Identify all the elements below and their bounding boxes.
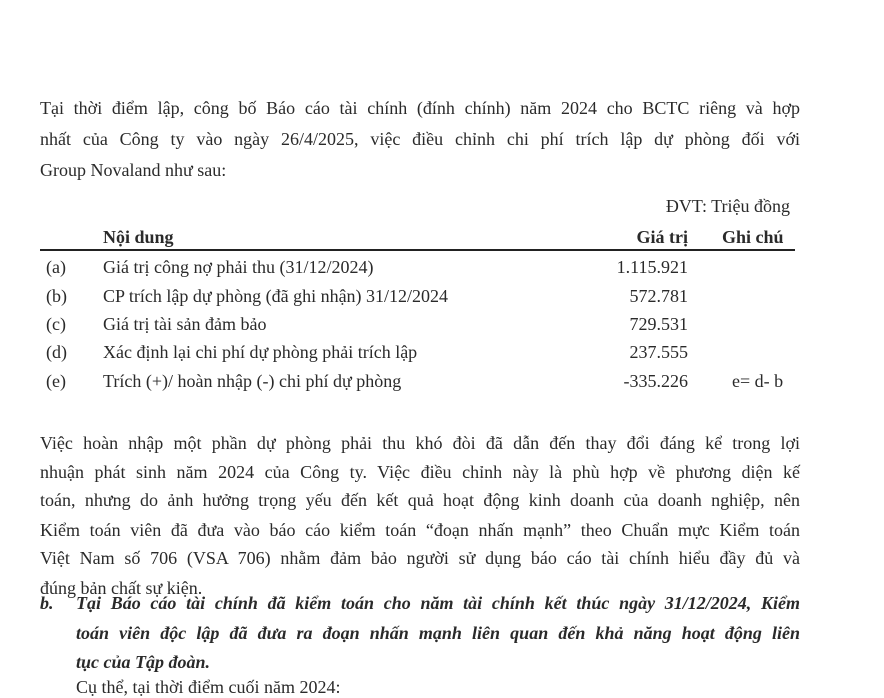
unit-label: ĐVT: Triệu đồng [665, 196, 790, 216]
row-value: 572.781 [629, 286, 688, 306]
paragraph-line: nhuận phát sinh năm 2024 của Công ty. Việc điều chỉnh này là phù hợp về phương diện kế [40, 462, 800, 482]
paragraph-line: toán, nhưng do ảnh hưởng trọng yếu đến kết quả hoạt động kinh doanh của doanh nghiệp, nên [40, 490, 800, 510]
paragraph-line: đúng bản chất sự kiện. [40, 578, 203, 598]
row-content: Trích (+)/ hoàn nhập (-) chi phí dự phòng [103, 371, 402, 391]
table-row [0, 341, 884, 365]
paragraph-line: Việt Nam số 706 (VSA 706) nhằm đảm bảo người sử dụng báo cáo tài chính hiểu đầy đủ và [40, 548, 800, 568]
next-line: Cụ thể, tại thời điểm cuối năm 2024: [76, 677, 341, 697]
table-header [0, 226, 884, 250]
row-label: (b) [46, 286, 67, 306]
header-note: Ghi chú [722, 227, 784, 247]
table-row [0, 313, 884, 337]
row-label: (e) [46, 371, 66, 391]
row-value: 1.115.921 [616, 257, 688, 277]
header-content: Nội dung [103, 227, 174, 247]
paragraph-line: Kiểm toán viên đã đưa vào báo cáo kiểm toán “đoạn nhấn mạnh” theo Chuẩn mực Kiểm toán [40, 520, 800, 540]
header-rule [40, 249, 795, 251]
table-row [0, 370, 884, 394]
section-b-line: toán viên độc lập đã đưa ra đoạn nhấn mạnh liên quan đến khả năng hoạt động liên [76, 623, 800, 643]
header-value: Giá trị [636, 227, 688, 247]
row-note: e= d- b [732, 371, 784, 391]
intro-line: Tại thời điểm lập, công bố Báo cáo tài chính (đính chính) năm 2024 cho BCTC riêng và hợp [40, 98, 800, 118]
table-row [0, 285, 884, 309]
row-content: CP trích lập dự phòng (đã ghi nhận) 31/12/2024 [103, 286, 449, 306]
row-label: (c) [46, 314, 66, 334]
intro-line: nhất của Công ty vào ngày 26/4/2025, việc điều chỉnh chi phí trích lập dự phòng đối với [40, 129, 800, 149]
row-value: -335.226 [623, 371, 688, 391]
row-value: 237.555 [629, 342, 688, 362]
row-label: (a) [46, 257, 66, 277]
section-b-line: tục của Tập đoàn. [76, 652, 211, 672]
section-b-line: Tại Báo cáo tài chính đã kiểm toán cho năm tài chính kết thúc ngày 31/12/2024, Kiểm [76, 593, 800, 613]
row-value: 729.531 [629, 314, 688, 334]
row-content: Giá trị tài sản đảm bảo [103, 314, 267, 334]
row-content: Xác định lại chi phí dự phòng phải trích lập [103, 342, 418, 362]
paragraph-line: Việc hoàn nhập một phần dự phòng phải thu khó đòi đã dẫn đến thay đổi đáng kể trong lợi [40, 433, 800, 453]
table-row [0, 256, 884, 280]
row-label: (d) [46, 342, 67, 362]
intro-line: Group Novaland như sau: [40, 160, 227, 180]
section-marker: b. [40, 593, 54, 613]
row-content: Giá trị công nợ phải thu (31/12/2024) [103, 257, 374, 277]
